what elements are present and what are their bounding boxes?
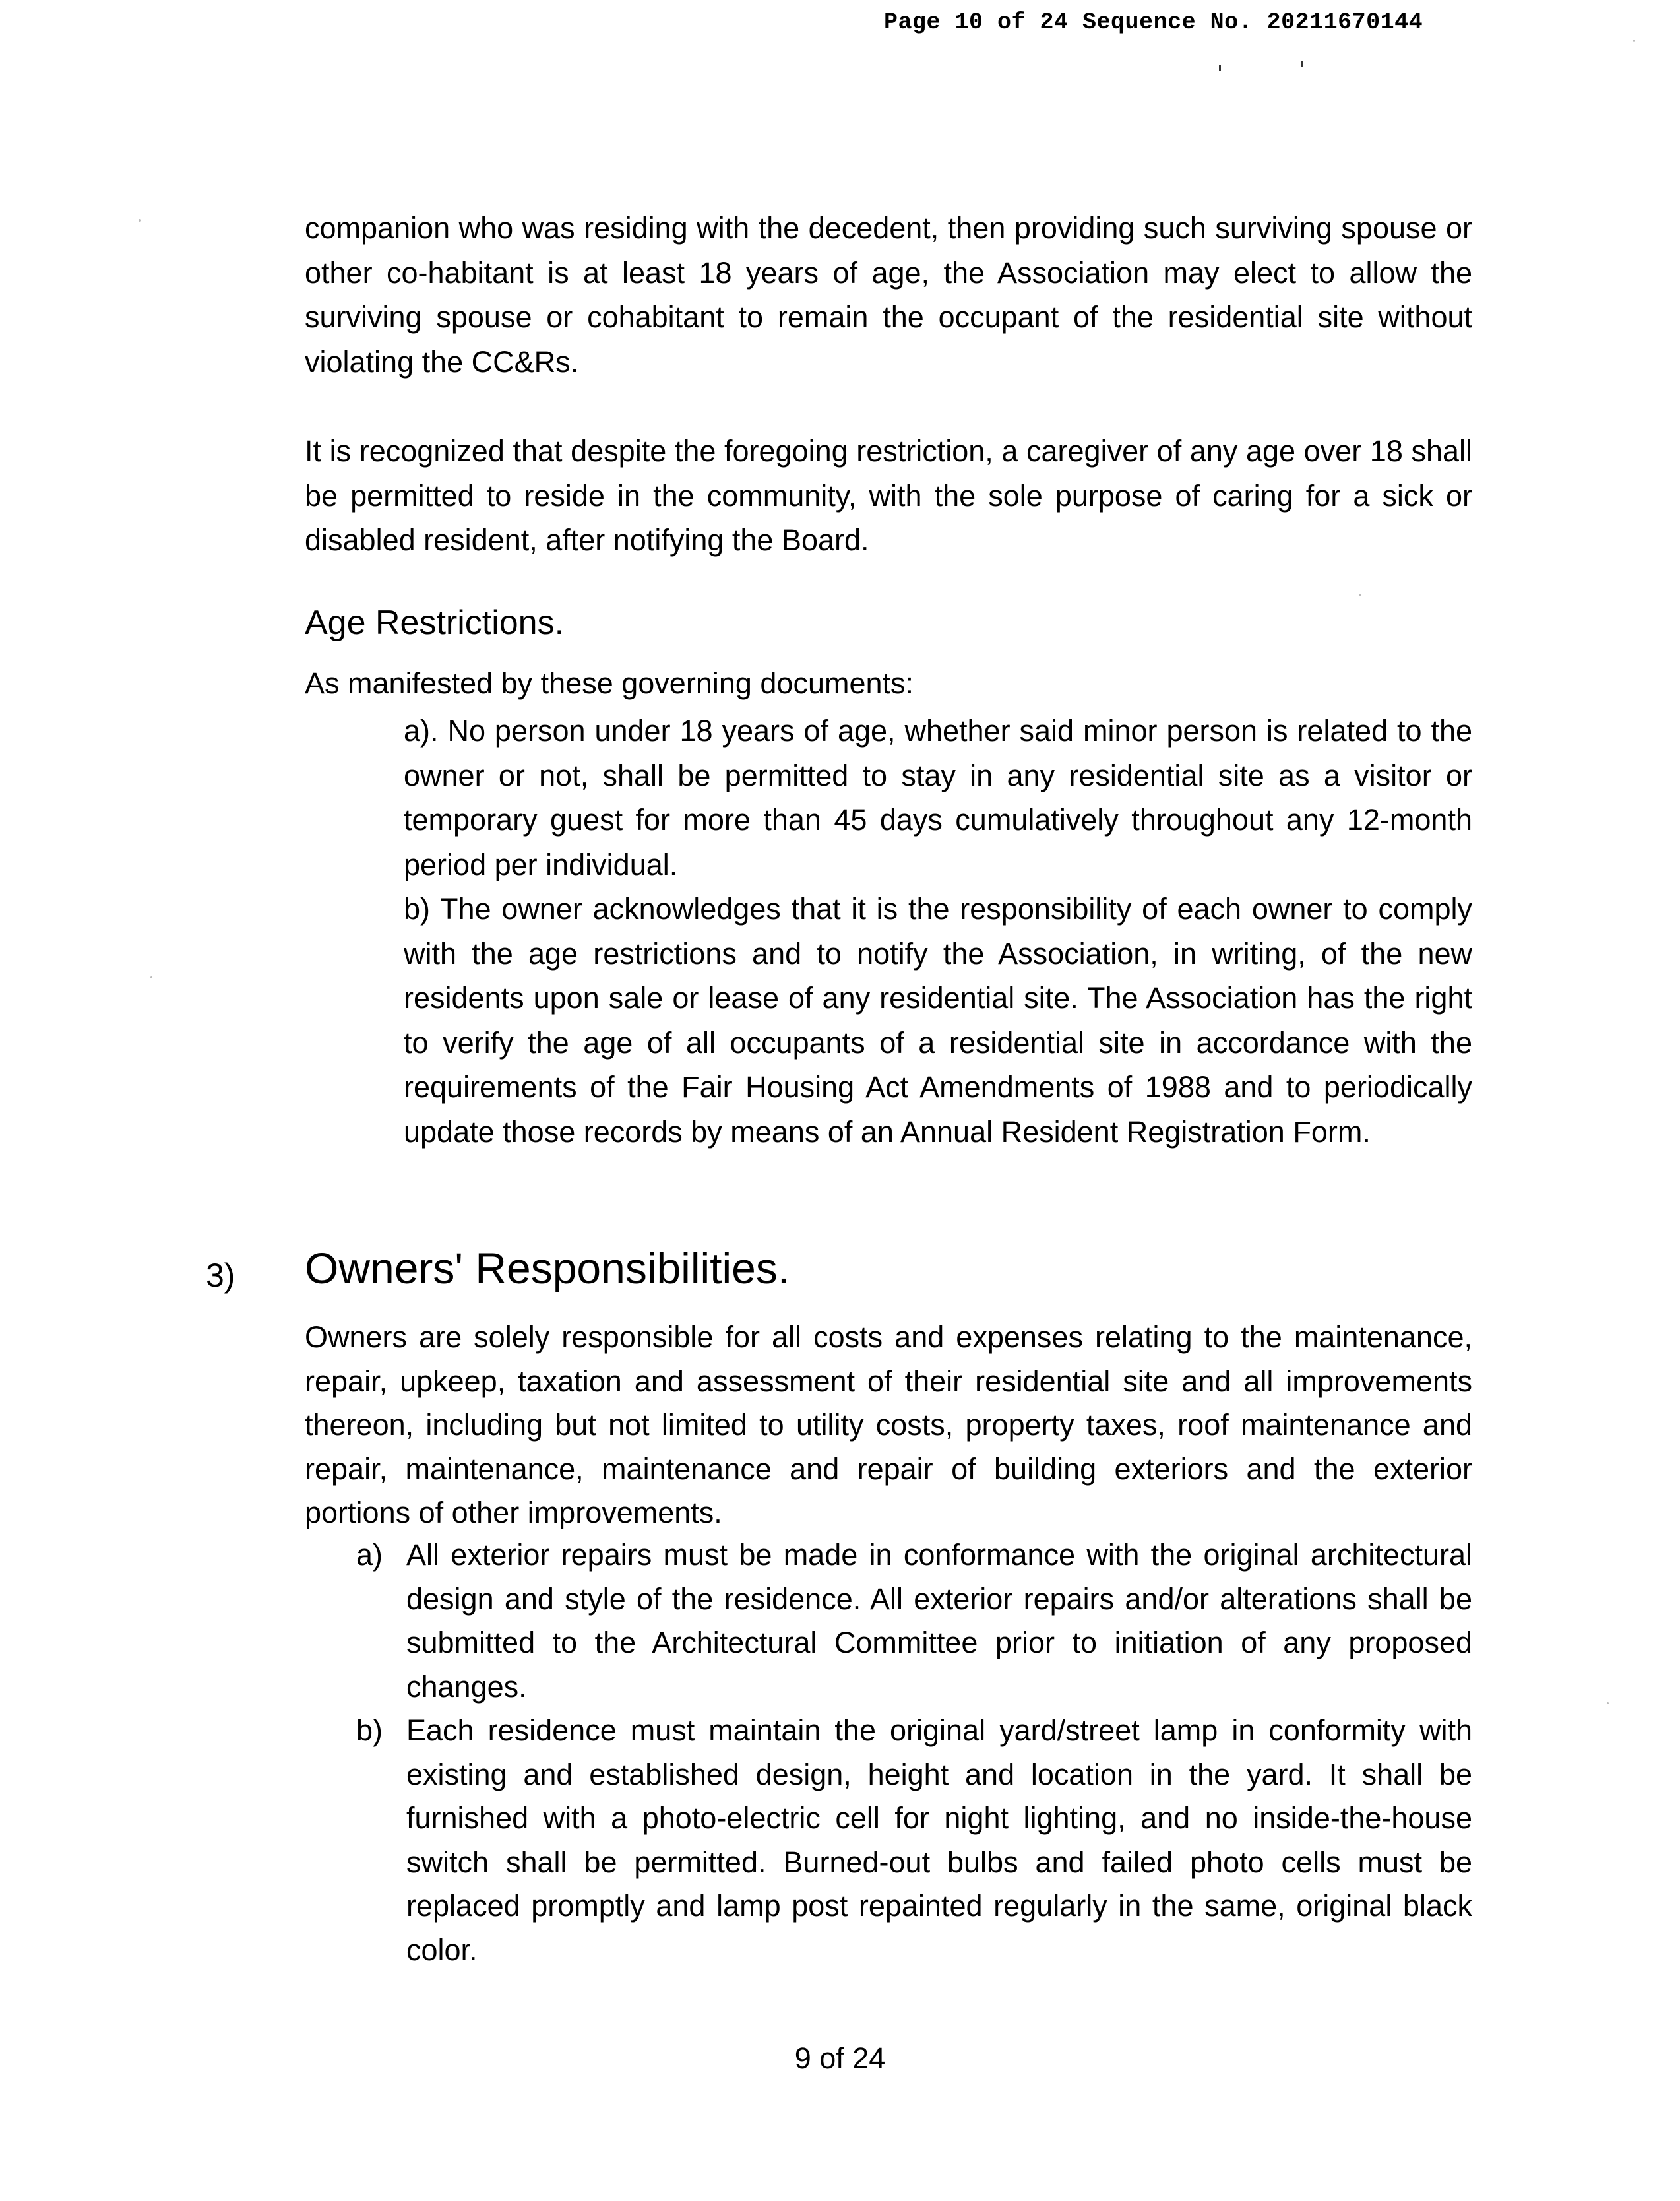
scan-mark	[1301, 61, 1303, 67]
page-header-sequence: Page 10 of 24 Sequence No. 20211670144	[884, 9, 1423, 36]
page-footer-number: 9 of 24	[794, 2041, 886, 2075]
paragraph-continuation: companion who was residing with the decedent, then providing such surviving spouse or other co-habitant is at least 18 years of age, the Association may elect to allow the surviving spouse or cohabitant to remain the occupant of the residential site without violating the CC&Rs.	[305, 211, 1472, 379]
list-item-text: All exterior repairs must be made in conformance with the original architectural design and style of the residence. All exterior repairs and/or alterations shall be submitted to the Architectural Committee prior to initiation of any proposed changes.	[406, 1538, 1472, 1704]
scan-speck	[1359, 594, 1361, 596]
owner-responsibility-item-b	[356, 1709, 1472, 1972]
list-item-label: a)	[356, 1538, 383, 1572]
list-item-label: b)	[356, 1713, 383, 1747]
paragraph-owners-intro: Owners are solely responsible for all costs and expenses relating to the maintenance, repair, upkeep, taxation and assessment of their residential site and all improvements thereon, including but not limited to utility costs, property taxes, roof maintenance and repair, maintenance, maintenance and repair of building exteriors and the exterior portions of other improvements.	[305, 1320, 1472, 1529]
age-restriction-item-a: a). No person under 18 years of age, whether said minor person is related to the owner or not, shall be permitted to stay in any residential site as a visitor or temporary guest for more than 45 days cumulatively throughout any 12-month period per individual.	[404, 714, 1472, 881]
section-title-owners-responsibilities: Owners' Responsibilities.	[305, 1244, 790, 1292]
scan-speck	[1633, 40, 1635, 42]
paragraph-caregiver: It is recognized that despite the foregoing restriction, a caregiver of any age over 18 shall be permitted to reside in the community, with the sole purpose of caring for a sick or disabled resident, after notifying the Board.	[305, 434, 1472, 557]
age-restriction-item-b: b) The owner acknowledges that it is the responsibility of each owner to comply with the age restrictions and to notify the Association, in writing, of the new residents upon sale or lease of any residential site. The Association has the right to verify the age of all occupants of a residential site in accordance with the requirements of the Fair Housing Act Amendments of 1988 and to periodically update those records by means of an Annual Resident Registration Form.	[404, 892, 1472, 1149]
subheading-age-restrictions: Age Restrictions.	[305, 604, 565, 642]
scan-speck	[150, 976, 152, 978]
owner-responsibility-item-a	[356, 1533, 1472, 1709]
section-number: 3)	[206, 1257, 235, 1294]
scan-speck	[1607, 1702, 1609, 1704]
scan-mark	[1219, 65, 1221, 71]
age-restrictions-intro: As manifested by these governing documents:	[305, 666, 914, 700]
scan-speck	[139, 219, 141, 222]
list-item-text: Each residence must maintain the original yard/street lamp in conformity with existing and established design, height and location in the yard. It shall be furnished with a photo-electric cell for night lighting, and no inside-the-house switch shall be permitted. Burned-out bulbs and failed photo cells must be replaced promptly and lamp post repainted regularly in the same, original black color.	[406, 1713, 1472, 1967]
